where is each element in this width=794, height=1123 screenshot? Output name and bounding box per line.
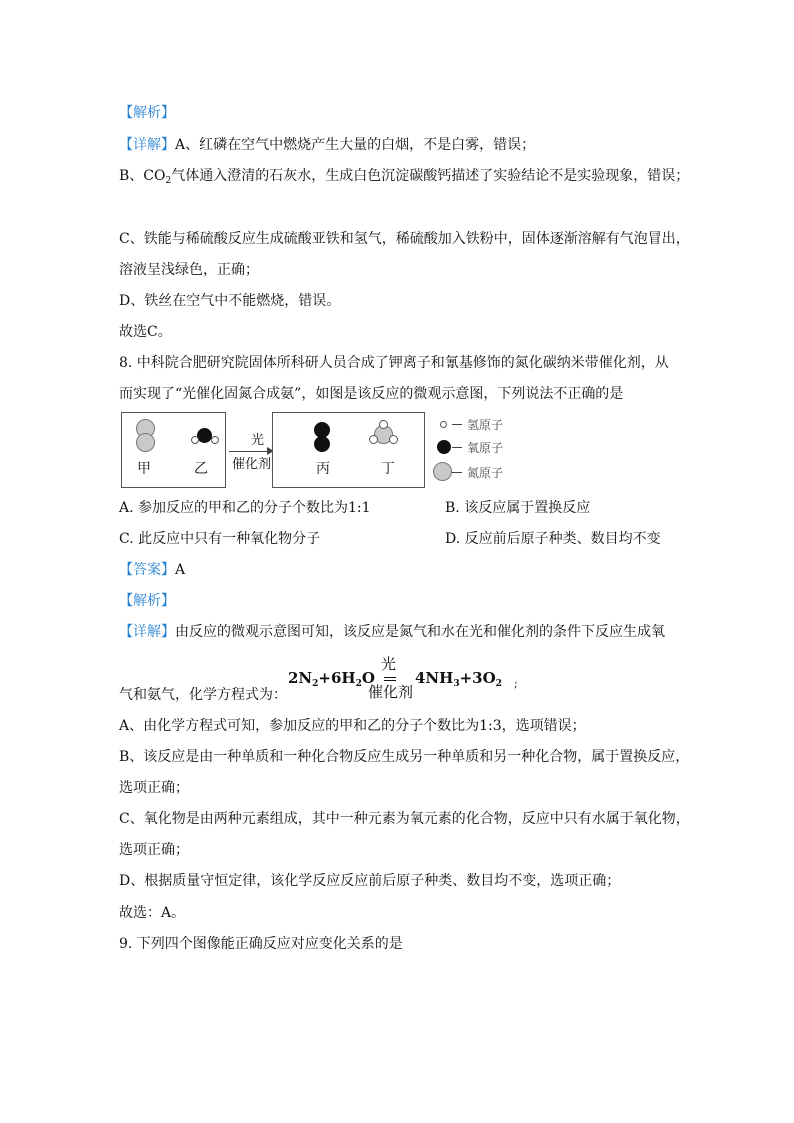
equation-reactants	[288, 669, 375, 687]
option-a: A. 参加反应的甲和乙的分子个数比为1:1	[119, 500, 371, 516]
option-b: B. 该反应属于置换反应	[445, 500, 591, 516]
q8-detail-line-1	[119, 623, 665, 641]
oxygen-atom-icon	[197, 428, 212, 443]
detail-tag: 【详解】	[119, 137, 175, 153]
legend-oxygen: 氧原子	[467, 441, 504, 455]
conclusion-line: 故选C。	[119, 324, 172, 340]
hydrogen-atom-icon	[389, 435, 398, 444]
detail-text-b: 气体通入澄清的石灰水，生成白色沉淀碳酸钙描述了实验结论不是实验现象，错误；	[171, 168, 690, 184]
legend-dash	[452, 424, 462, 425]
equation-condition-light: 光	[381, 655, 397, 673]
hydrogen-atom-icon	[379, 420, 388, 429]
analysis-tag: 【解析】	[119, 105, 175, 121]
label-bing: 丙	[316, 461, 330, 477]
eq-n2-sub: 2	[312, 679, 319, 689]
detail-text-a: A、红磷在空气中燃烧产生大量的白烟，不是白雾，错误；	[175, 137, 536, 153]
explain-d: D、根据质量守恒定律，该化学反应反应前后原子种类、数目均不变，选项正确；	[119, 873, 621, 889]
hydrogen-atom-icon	[191, 436, 199, 444]
answer-value: A	[175, 562, 186, 578]
nitrogen-atom-icon	[136, 433, 155, 452]
q8-stem-line-2: 而实现了“光催化固氮合成氨”，如图是该反应的微观示意图，下列说法不正确的是	[119, 386, 624, 402]
legend-dash	[452, 472, 462, 473]
detail-line-a	[119, 136, 535, 154]
products-box	[272, 412, 425, 488]
co2-formula: B、CO	[119, 168, 166, 184]
eq-water-sub: 2	[355, 679, 362, 689]
explain-c-1: C、氧化物是由两种元素组成，其中一种元素为氧元素的化合物，反应中只有水属于氧化物，	[119, 811, 690, 827]
reactants-box	[121, 412, 226, 488]
analysis-tag-q8: 【解析】	[119, 593, 175, 609]
answer-line	[119, 561, 185, 579]
detail-line-c1: C、铁能与稀硫酸反应生成硫酸亚铁和氢气，稀硫酸加入铁粉中，固体逐渐溶解有气泡冒出，	[119, 231, 690, 247]
hydrogen-atom-icon	[211, 436, 219, 444]
eq-water: +6H	[318, 669, 356, 687]
equation-end-punct: ;	[514, 677, 518, 690]
oxygen-atom-icon	[314, 436, 330, 452]
eq-o2-sub: 2	[495, 679, 502, 689]
answer-tag: 【答案】	[119, 562, 175, 578]
detail-tag-q8: 【详解】	[119, 624, 175, 640]
option-d: D. 反应前后原子种类、数目均不变	[445, 531, 661, 547]
reaction-arrow	[229, 451, 269, 452]
q8-stem-line-1: 8. 中科院合肥研究院固体所科研人员合成了钾离子和氰基修饰的氮化碳纳米带催化剂，从	[119, 355, 669, 371]
legend-hydrogen: 氢原子	[467, 418, 504, 432]
explain-b-2: 选项正确；	[119, 780, 189, 796]
q8-detail-line-2: 气和氨气，化学方程式为：	[119, 687, 287, 703]
condition-light: 光	[251, 433, 265, 448]
legend-nitrogen: 氮原子	[467, 466, 504, 480]
nitrogen-atom-icon	[433, 462, 452, 481]
hydrogen-atom-icon	[369, 435, 378, 444]
equation-equals-bar	[384, 677, 396, 678]
explain-c-2: 选项正确；	[119, 842, 189, 858]
hydrogen-atom-icon	[440, 421, 447, 428]
q8-detail-text-1: 由反应的微观示意图可知，该反应是氮气和水在光和催化剂的条件下反应生成氧	[175, 624, 665, 640]
label-yi: 乙	[194, 461, 208, 477]
eq-n2: 2N	[288, 669, 313, 687]
detail-line-c2: 溶液呈浅绿色，正确；	[119, 262, 259, 278]
co2-subscript: 2	[165, 176, 172, 186]
equation-condition-catalyst: 催化剂	[368, 683, 414, 701]
chemical-equation	[288, 655, 528, 701]
legend-dash	[452, 447, 462, 448]
eq-nh3-sub: 3	[453, 679, 460, 689]
q8-conclusion: 故选：A。	[119, 905, 186, 921]
detail-line-b	[119, 167, 689, 187]
label-jia: 甲	[137, 461, 151, 477]
eq-water-o: O	[361, 669, 375, 687]
equation-products	[415, 669, 502, 687]
explain-b-1: B、该反应是由一种单质和一种化合物反应生成另一种单质和另一种化合物，属于置换反应，	[119, 749, 690, 765]
option-c: C. 此反应中只有一种氧化物分子	[119, 531, 321, 547]
condition-catalyst: 催化剂	[232, 457, 272, 472]
label-ding: 丁	[381, 461, 395, 477]
eq-o2: +3O	[459, 669, 496, 687]
q9-stem: 9. 下列四个图像能正确反应对应变化关系的是	[119, 936, 403, 952]
eq-nh3: 4NH	[415, 669, 454, 687]
reaction-micro-diagram	[121, 412, 581, 490]
oxygen-atom-icon	[437, 440, 451, 454]
detail-line-d: D、铁丝在空气中不能燃烧，错误。	[119, 293, 341, 309]
explain-a: A、由化学方程式可知，参加反应的甲和乙的分子个数比为1:3，选项错误；	[119, 718, 586, 734]
